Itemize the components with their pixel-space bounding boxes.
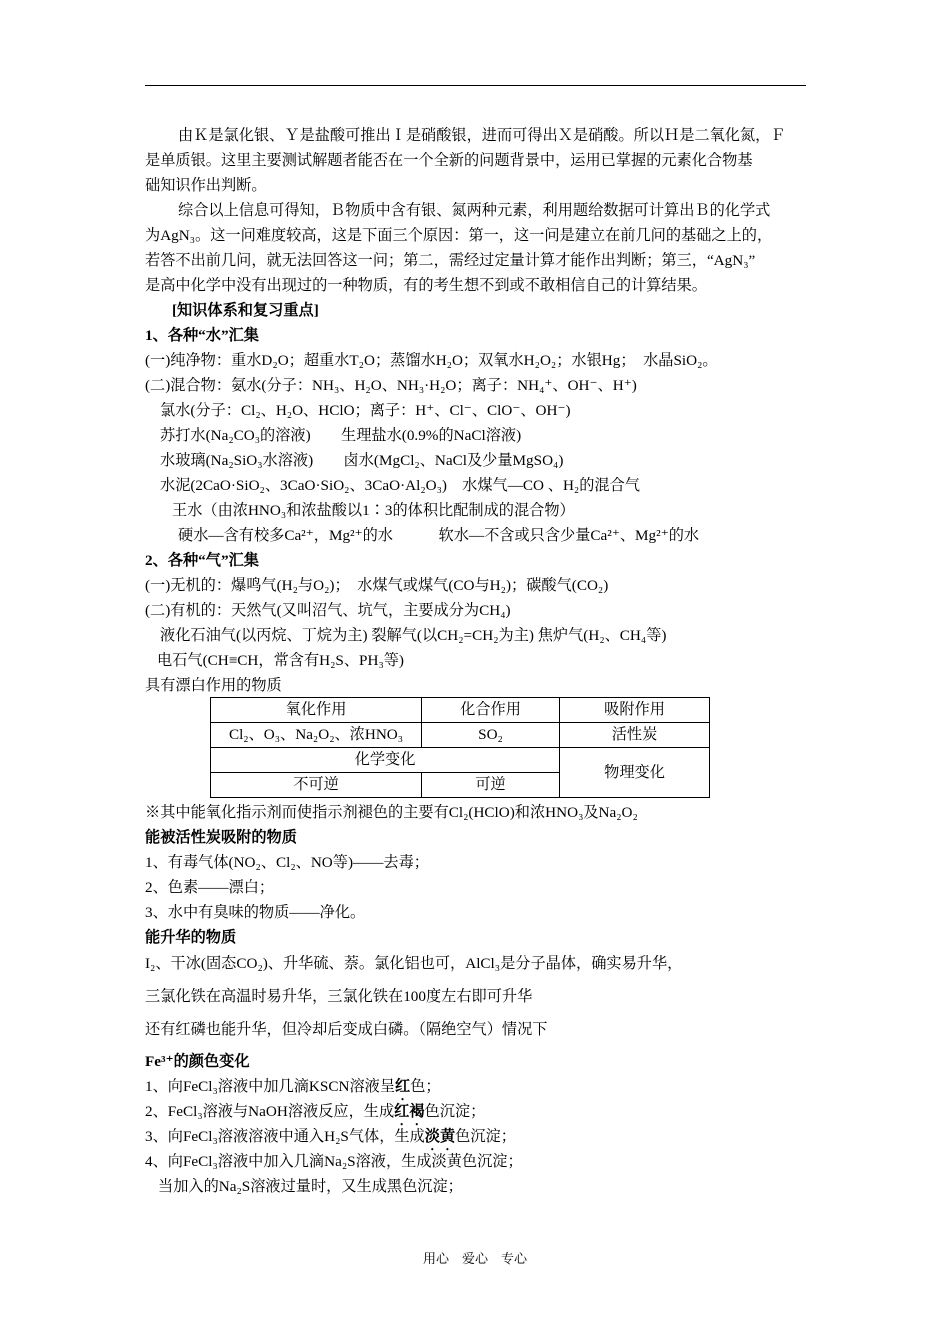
iron-item-3-text: 3、向FeCl₃溶液溶液中通入H₂S气体，生成 (145, 1128, 425, 1145)
irreversible-cell: 不可逆 (211, 773, 422, 798)
heading-carbon: 能被活性炭吸附的物质 (145, 829, 297, 846)
carbon-item-2: 2、色素——漂白； (145, 879, 275, 896)
example-adsorption: 活性炭 (560, 723, 710, 748)
iron-item-2-suffix: 色沉淀； (424, 1103, 486, 1120)
carbon-item-1: 1、有毒气体(NO₂、Cl₂、NO等)——去毒； (145, 854, 429, 871)
carbon-item-3: 3、水中有臭味的物质——净化。 (145, 904, 366, 921)
iron-item-4: 4、向FeCl₃溶液中加入几滴Na₂S溶液，生成淡黄色沉淀； (145, 1153, 523, 1170)
iron-item-2-color: 红褐 (394, 1103, 425, 1120)
iron-item-1-color: 红 (395, 1078, 411, 1095)
iron-item-1 (145, 1077, 441, 1104)
gas-organic: (二)有机的：天然气(又叫沼气、坑气，主要成分为CH₄) (145, 602, 511, 619)
header-rule (145, 85, 806, 86)
intro-p2-line1: 综合以上信息可得知，Ｂ物质中含有银、氮两种元素，利用题给数据可计算出Ｂ的化学式 (178, 202, 771, 219)
bleaching-table (210, 697, 710, 798)
iron-item-5: 当加入的Na₂S溶液过量时，又生成黑色沉淀； (158, 1178, 463, 1195)
reversible-cell: 可逆 (422, 773, 560, 798)
iron-item-3 (145, 1127, 516, 1154)
water-hardness: 硬水—含有校多Ca²⁺，Mg²⁺的水 软水—不含或只含少量Ca²⁺、Mg²⁺的水 (178, 527, 700, 544)
water-soda: 苏打水(Na₂CO₃的溶液) 生理盐水(0.9%的NaCl溶液) (160, 427, 522, 444)
header-combination: 化合作用 (422, 698, 560, 723)
water-pure: (一)纯净物：重水D₂O；超重水T₂O；蒸馏水H₂O；双氧水H₂O₂；水银Hg； 水晶SiO₂。 (145, 352, 718, 369)
water-glass: 水玻璃(Na₂SiO₃水溶液) 卤水(MgCl₂、NaCl及少量MgSO₄) (160, 452, 564, 469)
bleach-note: ※其中能氧化指示剂而使指示剂褪色的主要有Cl₂(HClO)和浓HNO₃及Na₂O₂ (145, 804, 638, 821)
intro-p2-line3: 若答不出前几问，就无法回答这一问；第二，需经过定量计算才能作出判断；第三，“AgN₃” (145, 252, 756, 269)
intro-p1-line2: 是单质银。这里主要测试解题者能否在一个全新的问题背景中，运用已掌握的元素化合物基 (145, 152, 753, 169)
intro-p2-line4: 是高中化学中没有出现过的一种物质，有的考生想不到或不敢相信自己的计算结果。 (145, 277, 707, 294)
intro-p1-line3: 础知识作出判断。 (145, 177, 267, 194)
sublime-line3: 还有红磷也能升华，但冷却后变成白磷。（隔绝空气）情况下 (145, 1021, 548, 1038)
heading-iron: Fe³⁺的颜色变化 (145, 1053, 250, 1070)
chemical-change-cell: 化学变化 (211, 748, 560, 773)
page-footer: 用心 爱心 专心 (422, 1251, 527, 1266)
gas-acetylene: 电石气(CH≡CH，常含有H₂S、PH₃等) (157, 652, 404, 669)
intro-p1-line1: 由Ｋ是氯化银、Ｙ是盐酸可推出Ｉ是硝酸银，进而可得出Ｘ是硝酸。所以Ｈ是二氧化氮，Ｆ (178, 127, 786, 144)
heading-water: 1、各种“水”汇集 (145, 327, 259, 344)
example-combination: SO₂ (422, 723, 560, 748)
iron-item-1-suffix: 色； (410, 1078, 441, 1095)
water-mixture: (二)混合物：氨水(分子：NH₃、H₂O、NH₃·H₂O；离子：NH₄⁺、OH⁻、H⁺) (145, 377, 637, 394)
gas-lpg: 液化石油气(以丙烷、丁烷为主) 裂解气(以CH₂=CH₂为主) 焦炉气(H₂、CH₄等) (160, 627, 667, 644)
heading-knowledge: [知识体系和复习重点] (172, 302, 319, 319)
iron-item-1-text: 1、向FeCl₃溶液中加几滴KSCN溶液呈 (145, 1078, 396, 1095)
heading-gas: 2、各种“气”汇集 (145, 552, 259, 569)
iron-item-2-text: 2、FeCl₃溶液与NaOH溶液反应，生成 (145, 1103, 395, 1120)
intro-p2-line2: 为AgN₃。这一问难度较高，这是下面三个原因：第一，这一问是建立在前几问的基础之上的， (145, 227, 773, 244)
gas-inorganic: (一)无机的：爆鸣气(H₂与O₂)； 水煤气或煤气(CO与H₂)；碳酸气(CO₂) (145, 577, 609, 594)
sublime-line1: I₂、干冰(固态CO₂)、升华硫、萘。氯化铝也可，AlCl₃是分子晶体，确实易升华， (145, 955, 683, 972)
physical-change-cell: 物理变化 (560, 748, 710, 798)
sublime-line2: 三氯化铁在高温时易升华，三氯化铁在100度左右即可升华 (145, 988, 533, 1005)
iron-item-2 (145, 1102, 485, 1129)
water-aquaregia: 王水（由浓HNO₃和浓盐酸以1∶3的体积比配制成的混合物） (172, 502, 575, 519)
water-cement: 水泥(2CaO·SiO₂、3CaO·SiO₂、3CaO·Al₂O₃) 水煤气—CO 、H₂的混合气 (160, 477, 640, 494)
iron-item-3-suffix: 色沉淀； (455, 1128, 516, 1145)
bleach-caption: 具有漂白作用的物质 (145, 677, 282, 694)
header-adsorption: 吸附作用 (560, 698, 710, 723)
water-chlorine: 氯水(分子：Cl₂、H₂O、HClO；离子：H⁺、Cl⁻、ClO⁻、OH⁻) (160, 402, 571, 419)
example-oxidation: Cl₂、O₃、Na₂O₂、浓HNO₃ (211, 723, 422, 748)
iron-item-3-color: 淡黄 (424, 1128, 456, 1145)
heading-sublime: 能升华的物质 (145, 929, 237, 946)
header-oxidation: 氧化作用 (211, 698, 422, 723)
